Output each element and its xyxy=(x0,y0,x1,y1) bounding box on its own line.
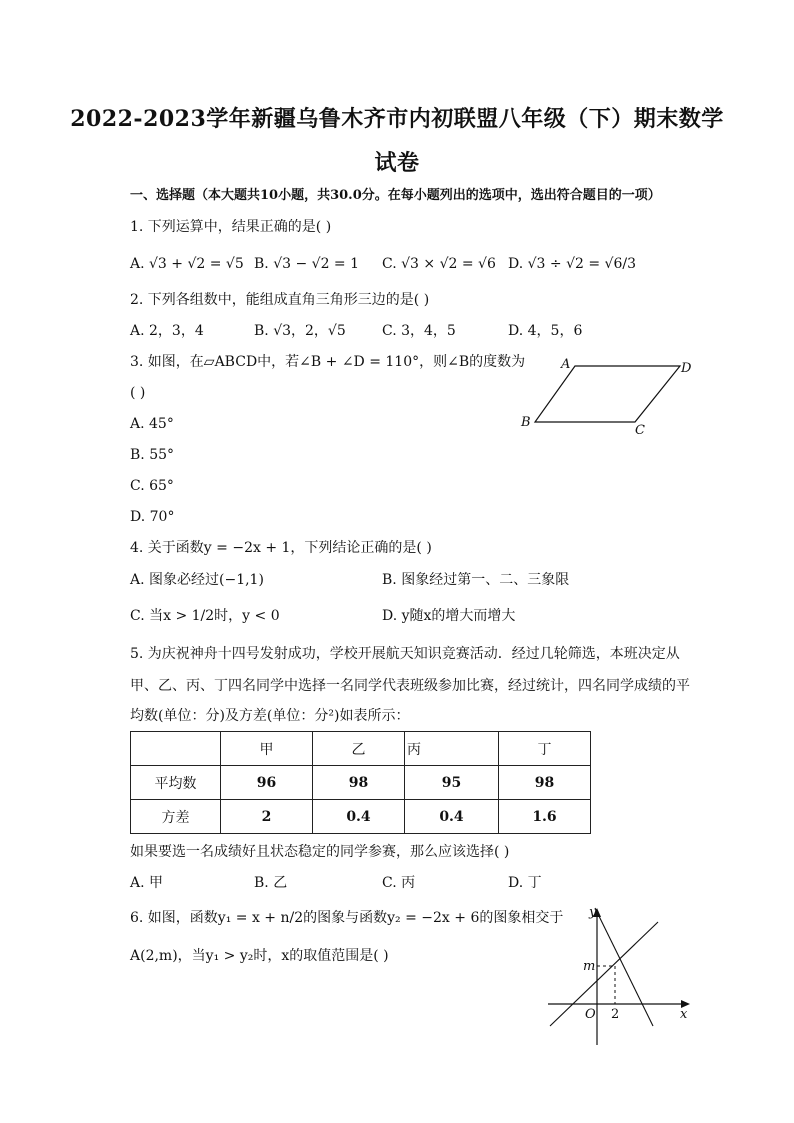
q3-option-a: A. 45° xyxy=(130,416,174,432)
parallelogram-figure xyxy=(515,352,695,442)
section-heading: 一、选择题（本大题共10小题，共30.0分。在每小题列出的选项中，选出符合题目的一项） xyxy=(130,188,661,203)
q4-stem: 4. 关于函数y = −2x + 1，下列结论正确的是( ) xyxy=(130,540,432,556)
table-row xyxy=(131,766,591,800)
q5-option-b: B. 乙 xyxy=(254,875,288,891)
table-row xyxy=(131,800,591,834)
y-axis-label: y xyxy=(589,905,597,920)
vertex-d-label: D xyxy=(681,361,692,376)
table-cell: 95 xyxy=(405,766,499,800)
q5-option-d: D. 丁 xyxy=(508,875,542,891)
table-cell: 98 xyxy=(313,766,405,800)
q3-option-b: B. 55° xyxy=(130,447,175,463)
table-cell: 98 xyxy=(499,766,591,800)
exam-title-line2: 试卷 xyxy=(374,150,420,176)
table-cell: 平均数 xyxy=(131,766,221,800)
function-graph-figure xyxy=(545,900,695,1050)
table-cell: 方差 xyxy=(131,800,221,834)
x-axis-label: x xyxy=(680,1007,688,1022)
q4-option-d: D. y随x的增大而增大 xyxy=(382,608,516,624)
origin-label: O xyxy=(585,1007,596,1022)
q3-option-c: C. 65° xyxy=(130,478,174,494)
q5-line3: 均数(单位：分)及方差(单位：分²)如表所示： xyxy=(130,708,410,724)
q2-option-a: A. 2，3，4 xyxy=(130,323,204,339)
m-label: m xyxy=(583,959,596,974)
table-cell: 0.4 xyxy=(313,800,405,834)
q6-line2: A(2,m)，当y₁ > y₂时，x的取值范围是( ) xyxy=(130,948,389,964)
table-header-cell: 丁 xyxy=(499,732,591,766)
vertex-c-label: C xyxy=(635,423,645,438)
q1-option-d: D. √3 ÷ √2 = √6/3 xyxy=(508,256,636,272)
q1-option-a: A. √3 + √2 = √5 xyxy=(130,256,244,272)
line-y2 xyxy=(595,908,653,1026)
q3-paren: ( ) xyxy=(130,385,146,401)
vertex-a-label: A xyxy=(561,357,571,372)
scores-table xyxy=(130,731,591,834)
vertex-b-label: B xyxy=(521,415,531,430)
q6-line1: 6. 如图，函数y₁ = x + n/2的图象与函数y₂ = −2x + 6的图象相交于 xyxy=(130,910,564,926)
q5-option-a: A. 甲 xyxy=(130,875,164,891)
tick-2-label: 2 xyxy=(611,1007,620,1022)
q1-stem: 1. 下列运算中，结果正确的是( ) xyxy=(130,219,332,235)
q2-option-c: C. 3，4，5 xyxy=(382,323,456,339)
table-cell: 1.6 xyxy=(499,800,591,834)
q5-line1: 5. 为庆祝神舟十四号发射成功，学校开展航天知识竞赛活动．经过几轮筛选，本班决定从 xyxy=(130,646,680,662)
parallelogram-shape xyxy=(535,366,680,422)
table-header-cell: 乙 xyxy=(313,732,405,766)
table-cell: 96 xyxy=(221,766,313,800)
table-header-cell: 丙 xyxy=(405,732,499,766)
q1-option-b: B. √3 − √2 = 1 xyxy=(254,256,360,272)
exam-title-line1: 2022-2023学年新疆乌鲁木齐市内初联盟八年级（下）期末数学 xyxy=(70,106,724,132)
q4-option-a: A. 图象必经过(−1,1) xyxy=(130,572,264,588)
q1-option-c: C. √3 × √2 = √6 xyxy=(382,256,496,272)
q3-stem: 3. 如图，在▱ABCD中，若∠B + ∠D = 110°，则∠B的度数为 xyxy=(130,354,526,370)
table-header-cell: 甲 xyxy=(221,732,313,766)
line-y1 xyxy=(550,922,658,1026)
q5-line2: 甲、乙、丙、丁四名同学中选择一名同学代表班级参加比赛，经过统计，四名同学成绩的平 xyxy=(130,678,690,694)
q5-after-table: 如果要选一名成绩好且状态稳定的同学参赛，那么应该选择( ) xyxy=(130,844,510,860)
table-cell: 0.4 xyxy=(405,800,499,834)
table-header-cell xyxy=(131,732,221,766)
table-cell: 2 xyxy=(221,800,313,834)
q4-option-b: B. 图象经过第一、二、三象限 xyxy=(382,572,570,588)
q5-option-c: C. 丙 xyxy=(382,875,416,891)
q2-stem: 2. 下列各组数中，能组成直角三角形三边的是( ) xyxy=(130,292,430,308)
table-header-row xyxy=(131,732,591,766)
q4-option-c: C. 当x > 1/2时，y < 0 xyxy=(130,608,280,624)
q2-option-d: D. 4，5，6 xyxy=(508,323,583,339)
q2-option-b: B. √3，2，√5 xyxy=(254,323,346,339)
q3-option-d: D. 70° xyxy=(130,509,175,525)
